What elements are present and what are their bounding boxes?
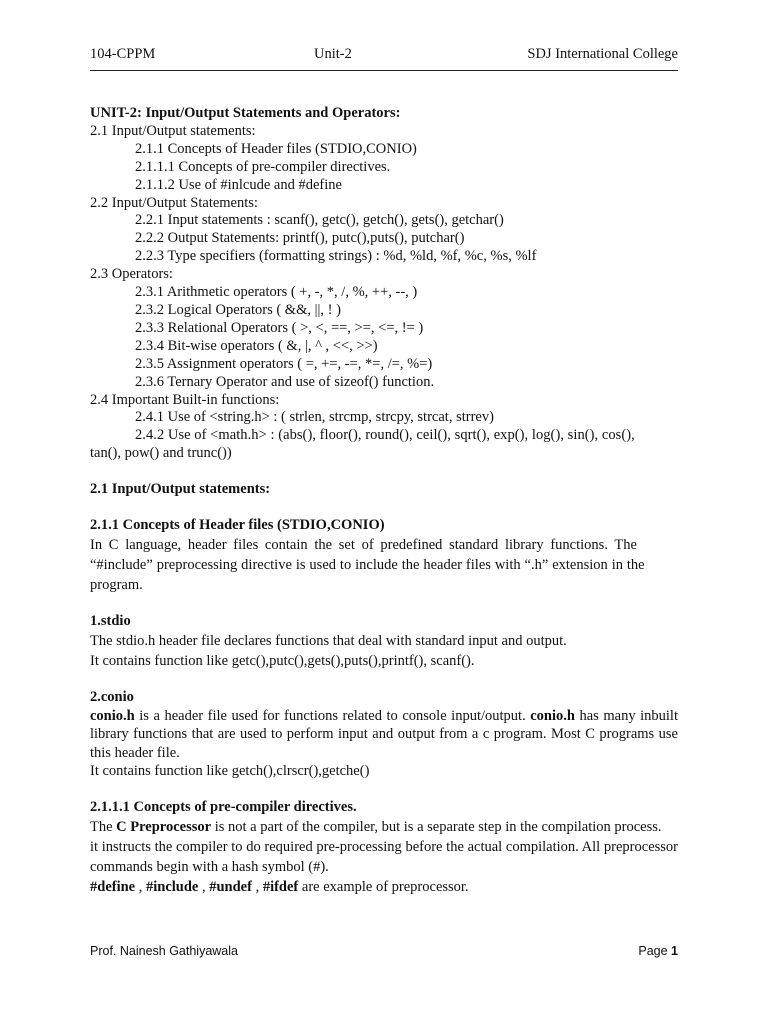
toc-item: 2.4.2 Use of <math.h> : (abs(), floor(), round(), ceil(), sqrt(), exp(), log(), sin(), cos(), bbox=[135, 427, 635, 444]
section-heading: 2.1 Input/Output statements: bbox=[90, 481, 271, 498]
toc-item: 2.1.1 Concepts of Header files (STDIO,CONIO) bbox=[135, 140, 417, 157]
page-label: Page bbox=[638, 944, 672, 958]
text-run: , bbox=[198, 878, 210, 895]
unit-title: UNIT-2: Input/Output Statements and Operators: bbox=[90, 105, 401, 121]
paragraph-header-files bbox=[90, 535, 678, 595]
toc-item: 2.3.6 Ternary Operator and use of sizeof() function. bbox=[135, 373, 435, 390]
toc-item: 2.3.5 Assignment operators ( =, +=, -=, *=, /=, %=) bbox=[135, 355, 433, 372]
header-course-code: 104-CPPM bbox=[90, 46, 156, 62]
section-heading: 2.1.1 Concepts of Header files (STDIO,CONIO) bbox=[90, 517, 385, 534]
bold-term: conio.h bbox=[90, 707, 135, 724]
text-block bbox=[90, 707, 678, 763]
paragraph-conio bbox=[90, 707, 678, 781]
text-line bbox=[90, 877, 678, 897]
page-content bbox=[90, 105, 678, 897]
text-line: It contains function like getc(),putc(),gets(),puts(),printf(), scanf(). bbox=[90, 652, 475, 669]
text-block bbox=[90, 817, 678, 837]
text-run: is not a part of the compiler, but is a separate step in the compilation process. bbox=[211, 818, 662, 835]
text-run: , bbox=[135, 878, 146, 895]
header-college: SDJ International College bbox=[527, 46, 678, 62]
toc-item: 2.4.1 Use of <string.h> : ( strlen, strcmp, strcpy, strcat, strrev) bbox=[135, 409, 494, 426]
text-block: it instructs the compiler to do required pre-processing before the actual compilation. All preprocessor commands begin with a hash symbol (#). bbox=[90, 838, 678, 875]
header-unit: Unit-2 bbox=[314, 46, 352, 62]
text-line: “#include” preprocessing directive is used to include the header files with “.h” extension in the bbox=[90, 556, 645, 573]
bold-term: #include bbox=[145, 878, 199, 895]
text-run: The bbox=[90, 818, 117, 835]
text-run: , bbox=[251, 878, 263, 895]
paragraph-stdio bbox=[90, 631, 678, 671]
toc-item: 2.3.1 Arithmetic operators ( +, -, *, /, %, ++, --, ) bbox=[135, 284, 418, 301]
toc-item: 2.3 Operators: bbox=[90, 266, 173, 283]
subsection-heading-conio: 2.conio bbox=[90, 688, 134, 705]
footer-author: Prof. Nainesh Gathiyawala bbox=[90, 944, 238, 958]
toc-item: 2.2.3 Type specifiers (formatting strings) : %d, %ld, %f, %c, %s, %lf bbox=[135, 248, 537, 265]
toc-item: 2.2 Input/Output Statements: bbox=[90, 194, 258, 211]
text-line: program. bbox=[90, 576, 143, 593]
header-rule bbox=[90, 70, 678, 71]
section-heading: 2.1.1.1 Concepts of pre-compiler directives. bbox=[90, 798, 357, 815]
toc-item: 2.1.1.2 Use of #inlcude and #define bbox=[135, 176, 342, 193]
toc-item: 2.3.4 Bit-wise operators ( &, |, ^ , <<, >>) bbox=[135, 337, 378, 354]
paragraph-preprocessor bbox=[90, 817, 678, 897]
bold-term: #define bbox=[90, 878, 136, 895]
text-run: has many inbuilt library functions that are used to perform input and output from a c program. Most C programs use this header file. bbox=[90, 707, 678, 761]
text-run: are example of preprocessor. bbox=[298, 878, 469, 895]
text-line: The stdio.h header file declares functions that deal with standard input and output. bbox=[90, 632, 567, 649]
bold-term: conio.h bbox=[530, 707, 575, 724]
toc-item: 2.2.2 Output Statements: printf(), putc(),puts(), putchar() bbox=[135, 230, 465, 247]
bold-term: C Preprocessor bbox=[116, 818, 212, 835]
footer-page bbox=[638, 944, 678, 958]
toc-item: 2.3.3 Relational Operators ( >, <, ==, >=, <=, != ) bbox=[135, 319, 424, 336]
toc-item: 2.4 Important Built-in functions: bbox=[90, 391, 280, 408]
text-line: In C language, header files contain the set of predefined standard library functions. The bbox=[90, 536, 637, 553]
subsection-heading-stdio: 1.stdio bbox=[90, 612, 131, 629]
page-number: 1 bbox=[671, 944, 678, 958]
bold-term: #ifdef bbox=[262, 878, 299, 895]
toc-item: 2.1.1.1 Concepts of pre-compiler directives. bbox=[135, 158, 391, 175]
toc-item: 2.1 Input/Output statements: bbox=[90, 122, 256, 139]
toc-item-continued: tan(), pow() and trunc()) bbox=[90, 445, 232, 462]
bold-term: #undef bbox=[209, 878, 252, 895]
text-run: is a header file used for functions related to console input/output. bbox=[134, 707, 531, 724]
page-header bbox=[90, 46, 678, 66]
text-line: It contains function like getch(),clrscr(),getche() bbox=[90, 763, 370, 780]
toc-item: 2.2.1 Input statements : scanf(), getc(), getch(), gets(), getchar() bbox=[135, 212, 504, 229]
toc-item: 2.3.2 Logical Operators ( &&, ||, ! ) bbox=[135, 301, 341, 318]
